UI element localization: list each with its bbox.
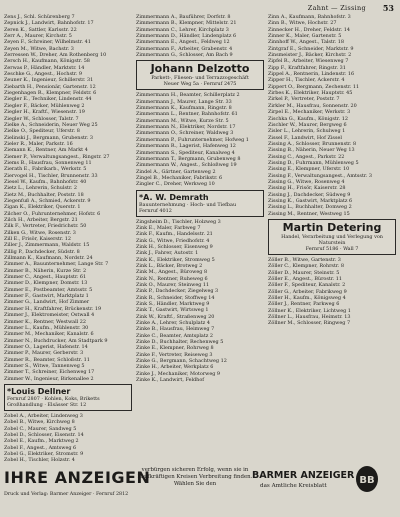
directory-entry: Zinke E., Klempner, Rohrweg 8 bbox=[136, 345, 214, 352]
advertisement-demrath bbox=[136, 190, 264, 217]
ad-delzotto-line2: Neuer Weg 5a · Fernruf 2475 bbox=[163, 81, 237, 88]
directory-entry: Zeuner K., Ingenieur, Schillerstr. 31 bbox=[4, 77, 94, 84]
directory-entry: Zippel A., Rentnerin, Lindenstr. 16 bbox=[268, 71, 355, 78]
directory-entry: Zischler W., Maurer, Bergweg 6 bbox=[268, 121, 347, 128]
footer-headline: IHRE ANZEIGEN bbox=[4, 468, 151, 487]
column-3 bbox=[268, 14, 396, 462]
directory-entry: Zinke J., Mechaniker, Motorweg 9 bbox=[136, 370, 221, 377]
directory-entry: Zinke H., Arbeiter, Werkplatz 6 bbox=[136, 364, 214, 371]
directory-entry: Zimmermann F., Arbeiter, Grabenstr. 4 bbox=[136, 45, 233, 52]
directory-entry: Zobel F., Angest., Amtsweg 6 bbox=[4, 444, 77, 451]
ad-demrath-line2: Fernruf 4012 bbox=[139, 207, 172, 214]
footer-advertisement bbox=[0, 463, 400, 517]
directory-entry: Zingler C., Dreher, Werkweg 10 bbox=[136, 181, 215, 188]
ad-demrath-name: *A. W. Demrath bbox=[139, 192, 209, 202]
directory-entry: Zeren K., Sattler, Karlsstr. 22 bbox=[4, 26, 77, 33]
directory-entry: Ziemann K., Rentner, Am Markt 4 bbox=[4, 147, 88, 154]
directory-entry: Zink F., Kaufm., Handelsstr. 21 bbox=[136, 231, 213, 238]
directory-entry: Zimmer P., Maurer, Gerberstr. 3 bbox=[4, 350, 84, 357]
footer-body-text: verbürgen sicheren Erfolg, wenn sie in kaufkräftigen Kreisen Verbreitung finden. Wählen Sie den bbox=[137, 467, 253, 487]
directory-entry: Zerr A., Maurer, Kirchstr. 5 bbox=[4, 33, 72, 40]
directory-entry: Zigan K., Elektriker, Querstr. 1 bbox=[4, 204, 81, 211]
directory-entry: Zirbes K., Elektriker, Hauptstr. 45 bbox=[268, 90, 353, 97]
directory-entry: Zinnecker H., Dreher, Feldstr. 14 bbox=[268, 26, 351, 33]
directory-entry: Zeschke G., Angest., Hochstr. 9 bbox=[4, 71, 82, 78]
directory-entry: Zink G., Witwe, Friedhofstr. 4 bbox=[136, 237, 210, 244]
directory-entry: Zietz L., Lehrerin, Schulstr. 2 bbox=[4, 185, 77, 192]
advertisement-detering bbox=[268, 219, 396, 255]
directory-entry: Zepnick J., Landwirt, Bahnhofstr. 17 bbox=[4, 20, 94, 27]
directory-entry: Zimmermann L., Rentner, Bahnhofstr. 61 bbox=[136, 111, 238, 118]
directory-entry: Zillmann K., Kaufmann, Nordstr. 24 bbox=[4, 255, 93, 262]
newspaper-logo-icon bbox=[355, 465, 379, 493]
directory-entry: Zimmermann R., Lagerist, Hafenweg 12 bbox=[136, 143, 236, 150]
ad-demrath-line1: Bauunternehmung · Hoch- und Tiefbau bbox=[139, 201, 237, 208]
directory-entry: Zindel A., Gärtner, Gartenweg 2 bbox=[136, 168, 216, 175]
directory-entry: Zissel F., Landwirt, Hof Zissel bbox=[268, 134, 342, 141]
directory-entry: Zobel C., Maurer, Sandweg 5 bbox=[4, 425, 77, 432]
directory-entry: Ziemer P., Verwaltungsangest., Ringstr. 27 bbox=[4, 153, 110, 160]
directory-entry: Zöller J., Rentner, Parkweg 6 bbox=[268, 301, 340, 308]
directory-entry: Zinke D., Buchhalter, Rechenweg 5 bbox=[136, 339, 224, 346]
directory-entry: Zissing B., Näherin, Neuer Weg 13 bbox=[268, 147, 355, 154]
ad-detering-name: Martin Detering bbox=[282, 221, 382, 234]
directory-entry: Zinke B., Hausfrau, Heimweg 7 bbox=[136, 326, 215, 333]
directory-entry: Ziegler W., Schlosser, Talstr. 7 bbox=[4, 115, 79, 122]
column-2-entries-middle bbox=[136, 92, 264, 187]
directory-entry: Zöller G., Arbeiter, Fabrikweg 9 bbox=[268, 288, 347, 295]
page-number: 53 bbox=[382, 3, 394, 13]
directory-entry: Zirkler M., Hausfrau, Sonnenstr. 20 bbox=[268, 102, 357, 109]
directory-entry: Zimmer J., Elektromeister, Ostwall 4 bbox=[4, 312, 95, 319]
directory-entry: Zimmer S., Witwe, Tannenweg 5 bbox=[4, 362, 85, 369]
print-note: Druck und Verlag: Barmer Anzeiger · Fernruf 2812 bbox=[4, 492, 129, 497]
directory-entry: Zielke A., Schneiderin, Neuer Weg 25 bbox=[4, 121, 98, 128]
directory-entry: Zieler R., Maler, Parkstr. 16 bbox=[4, 140, 73, 147]
directory-entry: Zinn A., Kaufmann, Bahnhofstr. 3 bbox=[268, 14, 351, 20]
directory-entry: Zink S., Händler, Marktweg 9 bbox=[136, 301, 210, 308]
directory-entry: Zinke K., Landwirt, Feldhof bbox=[136, 377, 205, 384]
directory-entry: Ziebarth H., Pensionär, Gartenstr. 12 bbox=[4, 83, 96, 90]
directory-entry: Zimmermann C., Lehrer, Kirchplatz 3 bbox=[136, 26, 229, 33]
directory-entry: Zimmer L., Kaufm., Mühlenstr. 30 bbox=[4, 324, 89, 331]
directory-entry: Zeyen F., Schreiner, Wilhelmstr. 41 bbox=[4, 39, 91, 46]
directory-entry: Zinke A., Lehrer, Schulplatz 4 bbox=[136, 320, 210, 327]
directory-entry: Zissing M., Rentner, Westweg 15 bbox=[268, 210, 350, 217]
directory-entry: Zink O., Maurer, Steinweg 11 bbox=[136, 282, 210, 288]
directory-entry: Ziems B., Hausfrau, Sonnenweg 11 bbox=[4, 159, 92, 166]
directory-entry: Zinke G., Bergmann, Schachtweg 12 bbox=[136, 358, 227, 365]
directory-entry: Zissing F., Verwaltungsangest., Amtsstr. 3 bbox=[268, 172, 372, 179]
directory-entry: Zimmermann S., Spediteur, Kanalweg 4 bbox=[136, 149, 235, 156]
directory-entry: Zimmer N., Buchdrucker, Am Stadtpark 9 bbox=[4, 337, 108, 344]
directory-entry: Zilk F., Vertreter, Friedrichstr. 50 bbox=[4, 223, 87, 230]
directory-entry: Zisler L., Lehrerin, Schulweg 1 bbox=[268, 128, 346, 135]
directory-entry: Zimmer G., Landwirt, Hof Zimmer bbox=[4, 299, 90, 306]
directory-entry: Zimmermann B., Klempner, Mittelstr. 21 bbox=[136, 20, 237, 27]
directory-entry: Zingsheim D., Tischler, Holzweg 3 bbox=[136, 218, 221, 225]
directory-entry: Zissing H., Frisör, Kaiserstr. 28 bbox=[268, 185, 346, 192]
directory-entry: Ziller J., Zimmermann, Waldstr. 15 bbox=[4, 242, 90, 249]
column-1 bbox=[4, 14, 132, 462]
ad-dellner-line2: Großhandlung · Elsässer Str. 12 bbox=[7, 401, 87, 408]
column-2-entries-after-ad bbox=[136, 219, 264, 384]
directory-entry: Zerwas P., Händler, Marktstr. 14 bbox=[4, 64, 85, 71]
directory-entry: Zobel B., Witwe, Kirchweg 8 bbox=[4, 419, 75, 426]
directory-entry: Zerressen W., Dreher, Am Rothenberg 10 bbox=[4, 52, 107, 59]
directory-entry: Zimmermann K., Kaufmann, Ringstr. 8 bbox=[136, 105, 232, 112]
directory-entry: Ziegler F., Bäcker, Mühlenweg 2 bbox=[4, 102, 85, 109]
directory-entry: Zöller D., Maurer, Steinstr. 5 bbox=[268, 269, 340, 276]
directory-entry: Zink E., Maler, Farbweg 7 bbox=[136, 224, 201, 231]
directory-entry: Zimmermann O., Schreiner, Waldweg 3 bbox=[136, 130, 234, 137]
directory-entry: Zimmermann E., Angest., Feldweg 12 bbox=[136, 39, 230, 46]
ad-delzotto-name: Johann Delzotto bbox=[150, 62, 250, 76]
column-2 bbox=[136, 14, 264, 462]
directory-entry: Zintgraf E., Schneider, Marktstr. 9 bbox=[268, 45, 354, 52]
ad-detering-line2: Fernruf 5186 · Wall 7 bbox=[305, 246, 359, 252]
svg-text:BB: BB bbox=[359, 475, 375, 486]
column-3-entries bbox=[268, 14, 396, 217]
directory-entry: Zimmer A., Bauunternehmer, Lange Str. 7 bbox=[4, 261, 109, 268]
directory-entry: Zimmer R., Beamter, Schloßstr. 11 bbox=[4, 356, 90, 363]
directory-entry: Zissing C., Angest., Parkstr. 22 bbox=[268, 153, 345, 160]
directory-entry: Zimmer C., Angest., Hauptstr. 61 bbox=[4, 274, 87, 281]
column-1-entries bbox=[4, 14, 132, 382]
directory-entry: Zilch H., Arbeiter, Bergstr. 21 bbox=[4, 217, 78, 223]
ad-detering-line1: Handel, Verarbeitung und Verlegung von Naturstein bbox=[281, 234, 383, 246]
directory-entry: Zilken G., Witwe, Rosenstr. 3 bbox=[4, 229, 76, 236]
directory-entry: Zöllner L., Hausfrau, Heimstr. 13 bbox=[268, 314, 351, 321]
directory-entry: Zielke O., Spediteur, Uferstr. 8 bbox=[4, 128, 80, 135]
directory-entry: Zissing K., Gastwirt, Marktplatz 6 bbox=[268, 197, 353, 204]
directory-entry: Zipper H., Tischler, Ackerstr. 4 bbox=[268, 77, 345, 84]
directory-entry: Zöller H., Kaufm., Königsweg 4 bbox=[268, 295, 346, 302]
directory-entry: Zimmer T., Schreiner, Eichenweg 17 bbox=[4, 369, 95, 376]
directory-entry: Zink P., Dachdecker, Ziegelweg 3 bbox=[136, 288, 219, 295]
directory-entry: Zimmer K., Rentner, Westwall 22 bbox=[4, 318, 86, 325]
directory-entry: Zeyen M., Witwe, Bachstr. 3 bbox=[4, 45, 74, 52]
directory-entry: Zobel H., Tischler, Holzstr. 4 bbox=[4, 457, 75, 462]
directory-entry: Zipp F., Kraftfahrer, Ringstr. 31 bbox=[268, 64, 346, 71]
directory-entry: Zinke F., Vertreter, Reiseweg 3 bbox=[136, 351, 213, 358]
directory-entry: Zielinski J., Bergmann, Grubenstr. 3 bbox=[4, 134, 93, 141]
directory-entry: Zobel D., Schlosser, Eisenstr. 14 bbox=[4, 431, 84, 438]
directory-entry: Zimmer W., Ingenieur, Birkenallee 2 bbox=[4, 375, 94, 382]
directory-entry: Zimmermann H., Beamter, Schillerplatz 2 bbox=[136, 92, 240, 99]
directory-entry: Zimmer M., Mechaniker, Kanalstr. 6 bbox=[4, 331, 94, 338]
ad-dellner-name: *Louis Dellner bbox=[7, 386, 71, 396]
directory-entry: Zersch H., Kaufmann, Königstr. 58 bbox=[4, 58, 90, 65]
directory-entry: Zimmermann W., Angest., Schloßweg 19 bbox=[136, 162, 237, 169]
column-2-entries bbox=[136, 14, 264, 58]
directory-entry: Zipfel R., Arbeiter, Wiesenweg 7 bbox=[268, 58, 349, 65]
directory-entry: Zink H., Schlosser, Eisenweg 9 bbox=[136, 243, 213, 250]
directory-entry: Zink L., Bäcker, Brotweg 2 bbox=[136, 262, 203, 269]
directory-entry: Zöllner K., Elektriker, Lichtweg 1 bbox=[268, 307, 351, 314]
directory-entry: Zilcher O., Fuhrunternehmer, Hofstr. 6 bbox=[4, 210, 101, 217]
ad-delzotto-line1: Parkett-, Fliesen- und Terrazzogeschäft bbox=[151, 75, 249, 82]
directory-entry: Zimmermann M., Witwe, Kurze Str. 5 bbox=[136, 117, 229, 124]
directory-entry: Zimmer H., Kraftfahrer, Brückenstr. 19 bbox=[4, 305, 102, 312]
directory-entry: Zingel B., Mechaniker, Fabrikstr. 6 bbox=[136, 174, 223, 181]
directory-entry: Zillig P., Dachdecker, Südstr. 8 bbox=[4, 248, 80, 255]
directory-entry: Zimmermann T., Bergmann, Grubenweg 8 bbox=[136, 155, 241, 162]
directory-entry: Zimmermann D., Händler, Lindenplatz 6 bbox=[136, 33, 237, 40]
directory-entry: Zink N., Rentner, Ruheweg 6 bbox=[136, 275, 208, 282]
directory-entry: Ziegler E., Techniker, Lindenstr. 44 bbox=[4, 96, 92, 103]
directory-entry: Ziesel W., Kaufm., Bahnhofstr. 40 bbox=[4, 178, 87, 185]
column-1-entries-after-ad bbox=[4, 413, 132, 462]
directory-entry: Ziegler H., Kraftf., Wiesenstr. 19 bbox=[4, 109, 85, 116]
directory-entry: Zissing A., Schlosser, Brunnenstr. 8 bbox=[268, 140, 357, 147]
directory-entry: Zissing E., Klempner, Uferstr. 10 bbox=[268, 166, 350, 173]
footer-newspaper-name: BARMER ANZEIGER bbox=[252, 470, 355, 481]
directory-entry: Zissing L., Buchhalter, Domweg 2 bbox=[268, 204, 352, 211]
directory-entry: Ziervogel H., Tischler, Brunnenstr. 33 bbox=[4, 172, 98, 179]
directory-entry: Zimmermann G., Schlosser, Am Bach 9 bbox=[136, 52, 233, 59]
directory-entry: Zöller C., Klempner, Rohrstr. 8 bbox=[268, 263, 344, 270]
directory-entry: Zink J., Fahrer, Autostr. 1 bbox=[136, 250, 199, 257]
directory-entry: Zinner K., Maler, Gartenstr. 5 bbox=[268, 33, 342, 40]
ad-dellner-line1: Fernruf 2807 · Kohlen, Koks, Briketts bbox=[7, 395, 100, 402]
directory-entry: Zill E., Frisör, Kaiserstr. 12 bbox=[4, 236, 72, 243]
directory-entry: Zöllner M., Schlosser, Ringweg 7 bbox=[268, 320, 351, 327]
directory-entry: Ziegenhagen R., Klempner, Feldstr. 6 bbox=[4, 90, 97, 97]
directory-entry: Zinsmeister J., Bäcker, Kirchstr. 2 bbox=[268, 52, 352, 59]
directory-entry: Zobel E., Kaufm., Marktweg 2 bbox=[4, 438, 79, 445]
footer-newspaper-subtitle: das Amtliche Kreisblatt bbox=[260, 483, 327, 489]
directory-entry: Zimmer E., Postbeamter, Amtsstr. 5 bbox=[4, 286, 93, 293]
column-3-entries-after-ad bbox=[268, 257, 396, 327]
directory-entry: Zissing G., Witwe, Rosenweg 4 bbox=[268, 178, 345, 185]
directory-entry: Zirkel P., Vertreter, Poststr. 7 bbox=[268, 96, 340, 103]
directory-entry: Zöller B., Witwe, Gartenstr. 3 bbox=[268, 257, 341, 263]
directory-entry: Zinke C., Beamter, Amtsplatz 2 bbox=[136, 332, 214, 339]
directory-entry: Zimmer B., Näherin, Kurze Str. 2 bbox=[4, 267, 87, 274]
directory-entry: Zink T., Gastwirt, Wirtsweg 1 bbox=[136, 307, 209, 314]
directory-entry: Zissing D., Fuhrmann, Mühlenweg 5 bbox=[268, 159, 359, 166]
directory-entry: Zöller F., Spediteur, Kanalstr. 2 bbox=[268, 282, 346, 289]
directory-entry: Zietz M., Buchhalter, Poststr. 18 bbox=[4, 191, 84, 198]
directory-entry: Zischka G., Kaufm., Königstr. 12 bbox=[268, 115, 348, 122]
directory-entry: Zimmermann P., Fuhrunternehmer, Hofweg 1 bbox=[136, 136, 249, 143]
directory-entry: Zimmermann J., Maurer, Lange Str. 33 bbox=[136, 98, 232, 105]
directory-entry: Zimmermann N., Elektriker, Nordstr. 17 bbox=[136, 124, 236, 131]
directory-entry: Zissing J., Dachdecker, Südweg 9 bbox=[268, 191, 351, 198]
directory-entry: Zimmer O., Lagerist, Hafenstr. 14 bbox=[4, 343, 88, 350]
directory-entry: Zinn B., Witwe, Hochstr. 27 bbox=[268, 20, 337, 27]
directory-entry: Zimmer D., Klempner, Domstr. 13 bbox=[4, 280, 88, 287]
directory-entry: Zink W., Kraftf., Straßenweg 20 bbox=[136, 313, 215, 320]
advertisement-dellner bbox=[4, 384, 132, 411]
advertisement-delzotto bbox=[136, 60, 264, 90]
directory-entry: Zirpel E., Mechaniker, Werkstr. 3 bbox=[268, 109, 351, 116]
directory-entry: Zimmer F., Gastwirt, Marktplatz 1 bbox=[4, 293, 89, 300]
directory-entry: Zobel A., Arbeiter, Lindenweg 3 bbox=[4, 412, 83, 419]
directory-entry: Zöller E., Angest., Bürostr. 11 bbox=[268, 276, 342, 283]
directory-entry: Zierath E., Fabrikarb., Werkstr. 5 bbox=[4, 166, 87, 173]
directory-entry: Zink K., Elektriker, Stromweg 5 bbox=[136, 256, 215, 263]
directory-entry: Zink R., Schneider, Stoffweg 14 bbox=[136, 294, 215, 301]
directory-entry: Zobel G., Elektriker, Stromstr. 9 bbox=[4, 451, 84, 457]
directory-entry: Ziegenfuß A., Schmied, Ackerstr. 9 bbox=[4, 197, 91, 204]
directory-entry: Zinnhoff W., Angest., Talstr. 18 bbox=[268, 39, 345, 46]
directory-entry: Zippert O., Bergmann, Zechenstr. 11 bbox=[268, 83, 360, 90]
directory-entry: Zens J., Schl. Schürenberg 7 bbox=[4, 14, 75, 20]
directory-entry: Zink M., Angest., Büroweg 8 bbox=[136, 269, 208, 276]
running-head: Zahnt — Zissing bbox=[307, 4, 366, 12]
directory-entry: Zimmermann A., Bauführer, Dorfstr. 8 bbox=[136, 14, 231, 20]
